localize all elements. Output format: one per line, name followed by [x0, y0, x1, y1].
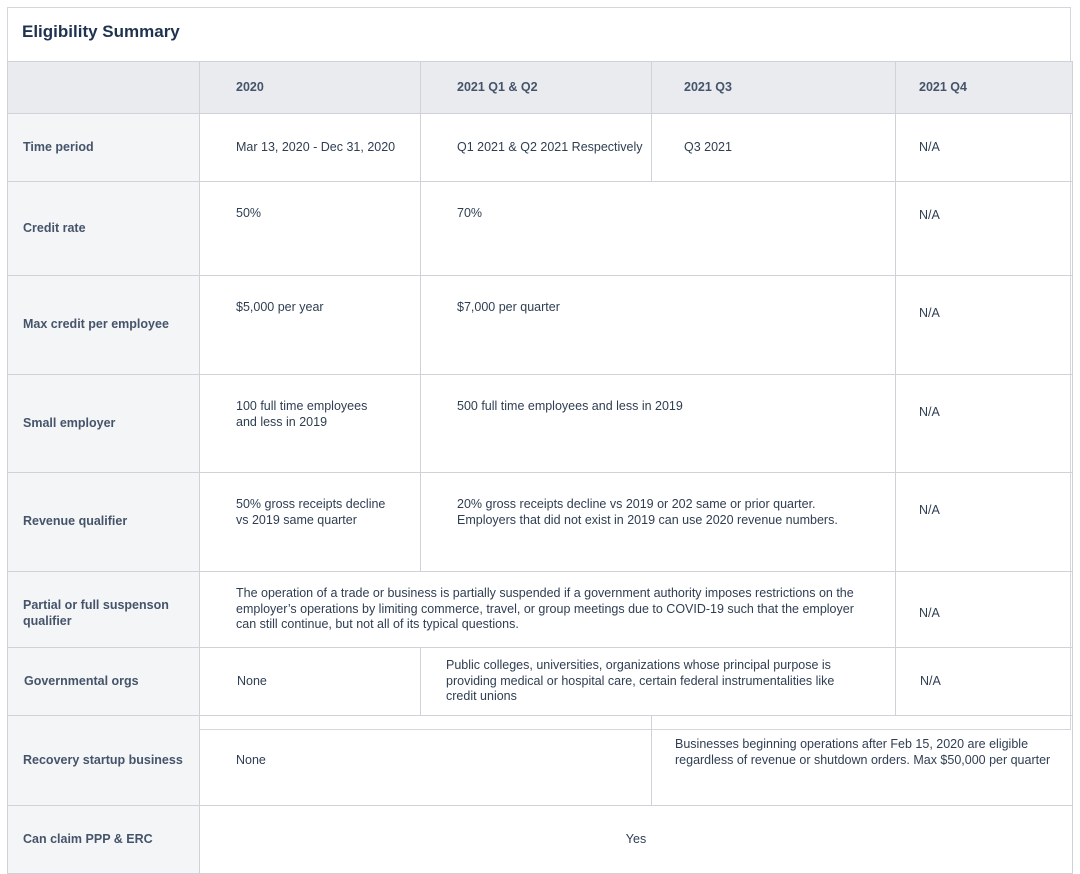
row-label: Partial or full suspenson qualifier [8, 572, 200, 648]
cell-2021-q1-q3: 70% [421, 182, 896, 276]
cell-2021-q4: N/A [896, 182, 1073, 276]
table-row-suspension-qualifier [8, 572, 1073, 648]
column-header-2021-q3: 2021 Q3 [652, 62, 896, 114]
table-header-row [8, 62, 1073, 114]
cell-2020: 50% gross receipts decline vs 2019 same quarter [200, 473, 421, 572]
cell-2021-q4: N/A [896, 114, 1073, 182]
row-label: Max credit per employee [8, 276, 200, 375]
row-label: Recovery startup business [8, 716, 200, 806]
cell-2021-q4: N/A [896, 276, 1073, 375]
cell-all-periods: Yes [200, 806, 1073, 874]
header-corner [8, 62, 200, 114]
row-label: Credit rate [8, 182, 200, 276]
eligibility-table [7, 61, 1073, 874]
cell-2021-q1-q2: Q1 2021 & Q2 2021 Respectively [421, 114, 652, 182]
table-row-governmental-orgs [8, 648, 1073, 716]
cell-2020: 100 full time employees and less in 2019 [200, 375, 421, 473]
page-title: Eligibility Summary [22, 22, 180, 41]
eligibility-summary-card [7, 7, 1071, 846]
cell-2021-q4: N/A [896, 572, 1073, 648]
table-row-recovery-startup [8, 716, 1073, 806]
row-label: Can claim PPP & ERC [8, 806, 200, 874]
table-row-credit-rate [8, 182, 1073, 276]
cell-2021-q1-q3: 20% gross receipts decline vs 2019 or 202 same or prior quarter. Employers that did not exist in 2019 can use 2020 revenue numbers. [421, 473, 896, 572]
table-row-max-credit [8, 276, 1073, 375]
cell-2021-q1-q3: Public colleges, universities, organizations whose principal purpose is providing medical or hospital care, certain federal instrumentalities like credit unions [421, 648, 896, 716]
cell-2021-q1-q3: $7,000 per quarter [421, 276, 896, 375]
cell-2021-q4: N/A [896, 473, 1073, 572]
cell-2020-to-2021-q2: None [200, 716, 652, 806]
cell-2021-q3-q4: Businesses beginning operations after Feb 15, 2020 are eligible regardless of revenue or shutdown orders. Max $50,000 per quarter [652, 716, 1073, 806]
row-label: Governmental orgs [8, 648, 200, 716]
cell-2021-q4: N/A [896, 375, 1073, 473]
cell-2020: 50% [200, 182, 421, 276]
table-row-revenue-qualifier [8, 473, 1073, 572]
cell-2020: Mar 13, 2020 - Dec 31, 2020 [200, 114, 421, 182]
cell-2020-to-2021-q3: The operation of a trade or business is partially suspended if a government authority imposes restrictions on the employer’s operations by limiting commerce, travel, or group meetings due to COVID-19 such that the employer can still continue, but not all of its typical questions. [200, 572, 896, 648]
table-row-ppp-erc [8, 806, 1073, 874]
cell-2021-q1-q3: 500 full time employees and less in 2019 [421, 375, 896, 473]
column-header-2021-q4: 2021 Q4 [896, 62, 1073, 114]
table-row-small-employer [8, 375, 1073, 473]
column-header-2021-q1-q2: 2021 Q1 & Q2 [421, 62, 652, 114]
row-label: Time period [8, 114, 200, 182]
table-row-time-period [8, 114, 1073, 182]
column-header-2020: 2020 [200, 62, 421, 114]
row-label: Revenue qualifier [8, 473, 200, 572]
cell-2021-q4: N/A [896, 648, 1073, 716]
cell-2020: None [200, 648, 421, 716]
row-label: Small employer [8, 375, 200, 473]
cell-2021-q3: Q3 2021 [652, 114, 896, 182]
cell-2020: $5,000 per year [200, 276, 421, 375]
